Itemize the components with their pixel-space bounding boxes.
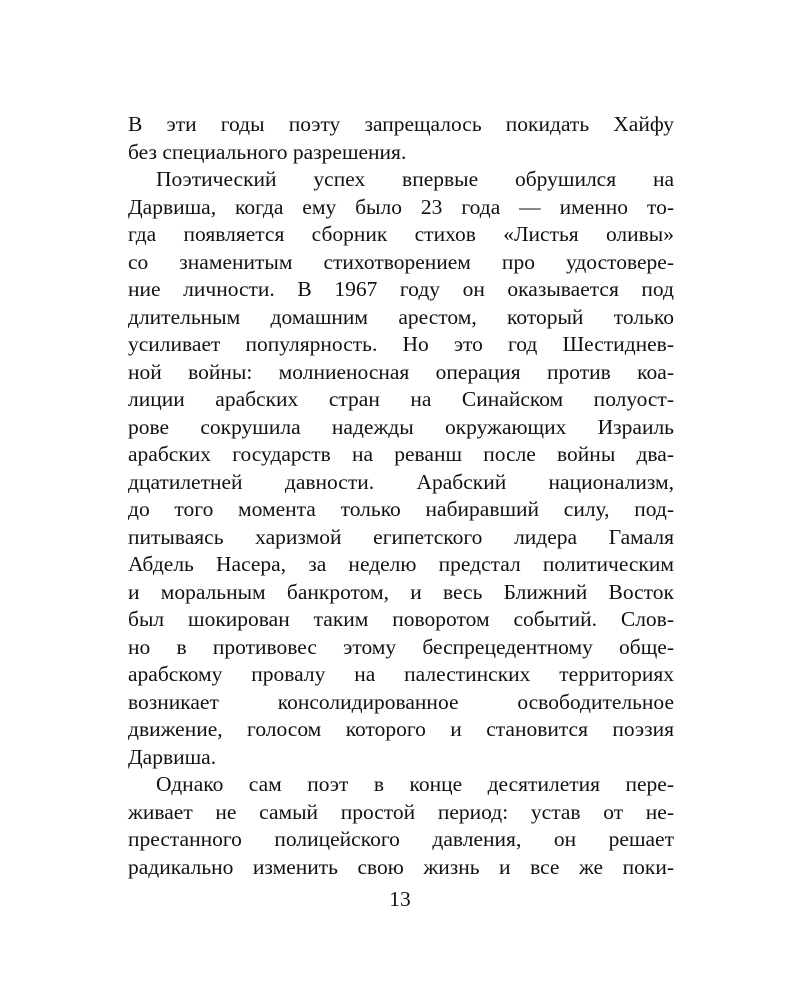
text-line: Дарвиша, когда ему было 23 года — именно то- <box>128 194 674 219</box>
text-line: до того момента только набиравший силу, под- <box>128 497 674 521</box>
text-line: движение, голосом которого и становится поэзия <box>128 717 674 741</box>
text-line: усиливает популярность. Но это год Шестиднев- <box>128 332 674 356</box>
text-line: длительным домашним арестом, который только <box>128 304 674 329</box>
text-line: престанного полицейского давления, он решает <box>128 827 674 851</box>
text-line: и моральным банкротом, и весь Ближний Восток <box>128 579 674 604</box>
text-line: но в противовес этому беспрецедентному обще- <box>128 634 674 659</box>
paragraph-first-line: Однако сам поэт в конце десятилетия пере- <box>156 772 674 796</box>
text-line: со знаменитым стихотворением про удостовере- <box>128 249 674 274</box>
text-line: рове сокрушила надежды окружающих Израиль <box>128 414 674 439</box>
text-line: живает не самый простой период: устав от не- <box>128 799 674 824</box>
text-line: В эти годы поэту запрещалось покидать Хайфу <box>128 112 674 136</box>
text-line: гда появляется сборник стихов «Листья оливы» <box>128 222 674 246</box>
text-line: Абдель Насера, за неделю предстал политическим <box>128 552 674 576</box>
text-line: без специального разрешения. <box>128 139 407 164</box>
text-line: питываясь харизмой египетского лидера Гамаля <box>128 524 674 549</box>
body-text <box>128 111 674 881</box>
text-line: дцатилетней давности. Арабский национализм, <box>128 469 674 494</box>
text-line: арабских государств на реванш после войны два- <box>128 442 674 466</box>
page-number: 13 <box>389 887 411 911</box>
text-line: лиции арабских стран на Синайском полуост- <box>128 387 674 411</box>
paragraph-first-line: Поэтический успех впервые обрушился на <box>156 167 674 191</box>
text-line: радикально изменить свою жизнь и все же поки- <box>128 854 674 879</box>
text-line: был шокирован таким поворотом событий. Слов- <box>128 607 674 631</box>
text-line: Дарвиша. <box>128 744 217 769</box>
text-line: ной войны: молниеносная операция против коа- <box>128 359 674 384</box>
text-line: возникает консолидированное освободительное <box>128 689 674 714</box>
text-line: ние личности. В 1967 году он оказывается под <box>128 277 674 301</box>
text-line: арабскому провалу на палестинских территориях <box>128 662 674 686</box>
